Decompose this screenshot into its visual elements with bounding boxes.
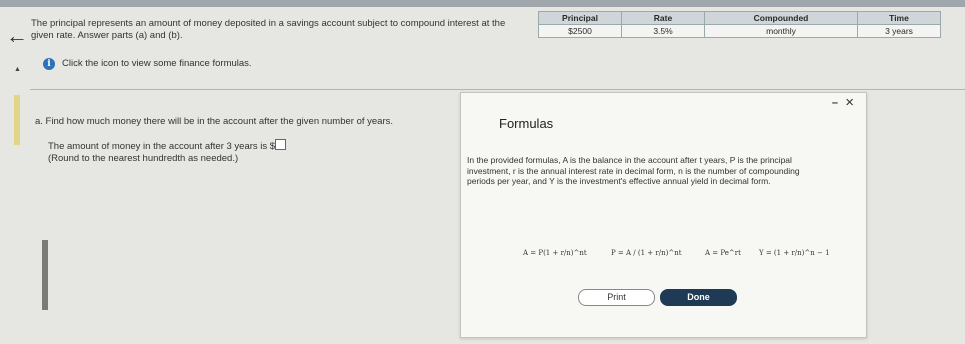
info-text: Click the icon to view some finance formulas.: [62, 58, 252, 69]
side-handle[interactable]: [14, 95, 20, 145]
header-compounded: Compounded: [705, 12, 858, 25]
close-icon[interactable]: ×: [845, 94, 854, 111]
answer-prefix: The amount of money in the account after 3 years is $: [48, 141, 276, 152]
formula-effective-yield: Y = (1 + r/n)^n − 1: [759, 249, 830, 257]
top-bar: [0, 0, 965, 7]
done-button[interactable]: Done: [660, 289, 737, 306]
triangle-icon[interactable]: ▲: [14, 66, 21, 73]
cell-principal: $2500: [539, 25, 622, 38]
formulas-dialog: [460, 92, 867, 338]
info-icon[interactable]: i: [43, 58, 55, 70]
cell-time: 3 years: [858, 25, 941, 38]
back-arrow-icon[interactable]: ←: [6, 23, 28, 48]
answer-line: [48, 139, 286, 152]
problem-statement: [31, 18, 551, 42]
problem-line-2: given rate. Answer parts (a) and (b).: [31, 30, 183, 41]
formula-row: [523, 241, 843, 281]
header-principal: Principal: [539, 12, 622, 25]
print-button[interactable]: Print: [578, 289, 655, 306]
header-time: Time: [858, 12, 941, 25]
header-rate: Rate: [622, 12, 705, 25]
side-bar: [42, 240, 48, 310]
formula-compound-amount: A = P(1 + r/n)^nt: [523, 249, 587, 257]
terms-table: [538, 11, 941, 38]
formula-continuous: A = Pe^rt: [705, 249, 741, 257]
part-a-question: a. Find how much money there will be in the account after the given number of years.: [35, 116, 394, 127]
dialog-title: Formulas: [499, 116, 554, 131]
answer-input[interactable]: [275, 139, 286, 150]
minimize-icon[interactable]: –: [831, 97, 838, 109]
problem-line-1: The principal represents an amount of money deposited in a savings account subject to compound interest at the: [31, 18, 506, 29]
cell-rate: 3.5%: [622, 25, 705, 38]
dialog-body: In the provided formulas, A is the balance in the account after t years, P is the principal investment, r is the annual interest rate in decimal form, n is the number of compounding periods per year, and Y is the investment's effective annual yield in decimal form.: [467, 155, 800, 186]
cell-compounded: monthly: [705, 25, 858, 38]
formula-present-value: P = A / (1 + r/n)^nt: [611, 249, 682, 257]
round-note: (Round to the nearest hundredth as needed.): [48, 153, 239, 164]
divider: [30, 89, 965, 90]
